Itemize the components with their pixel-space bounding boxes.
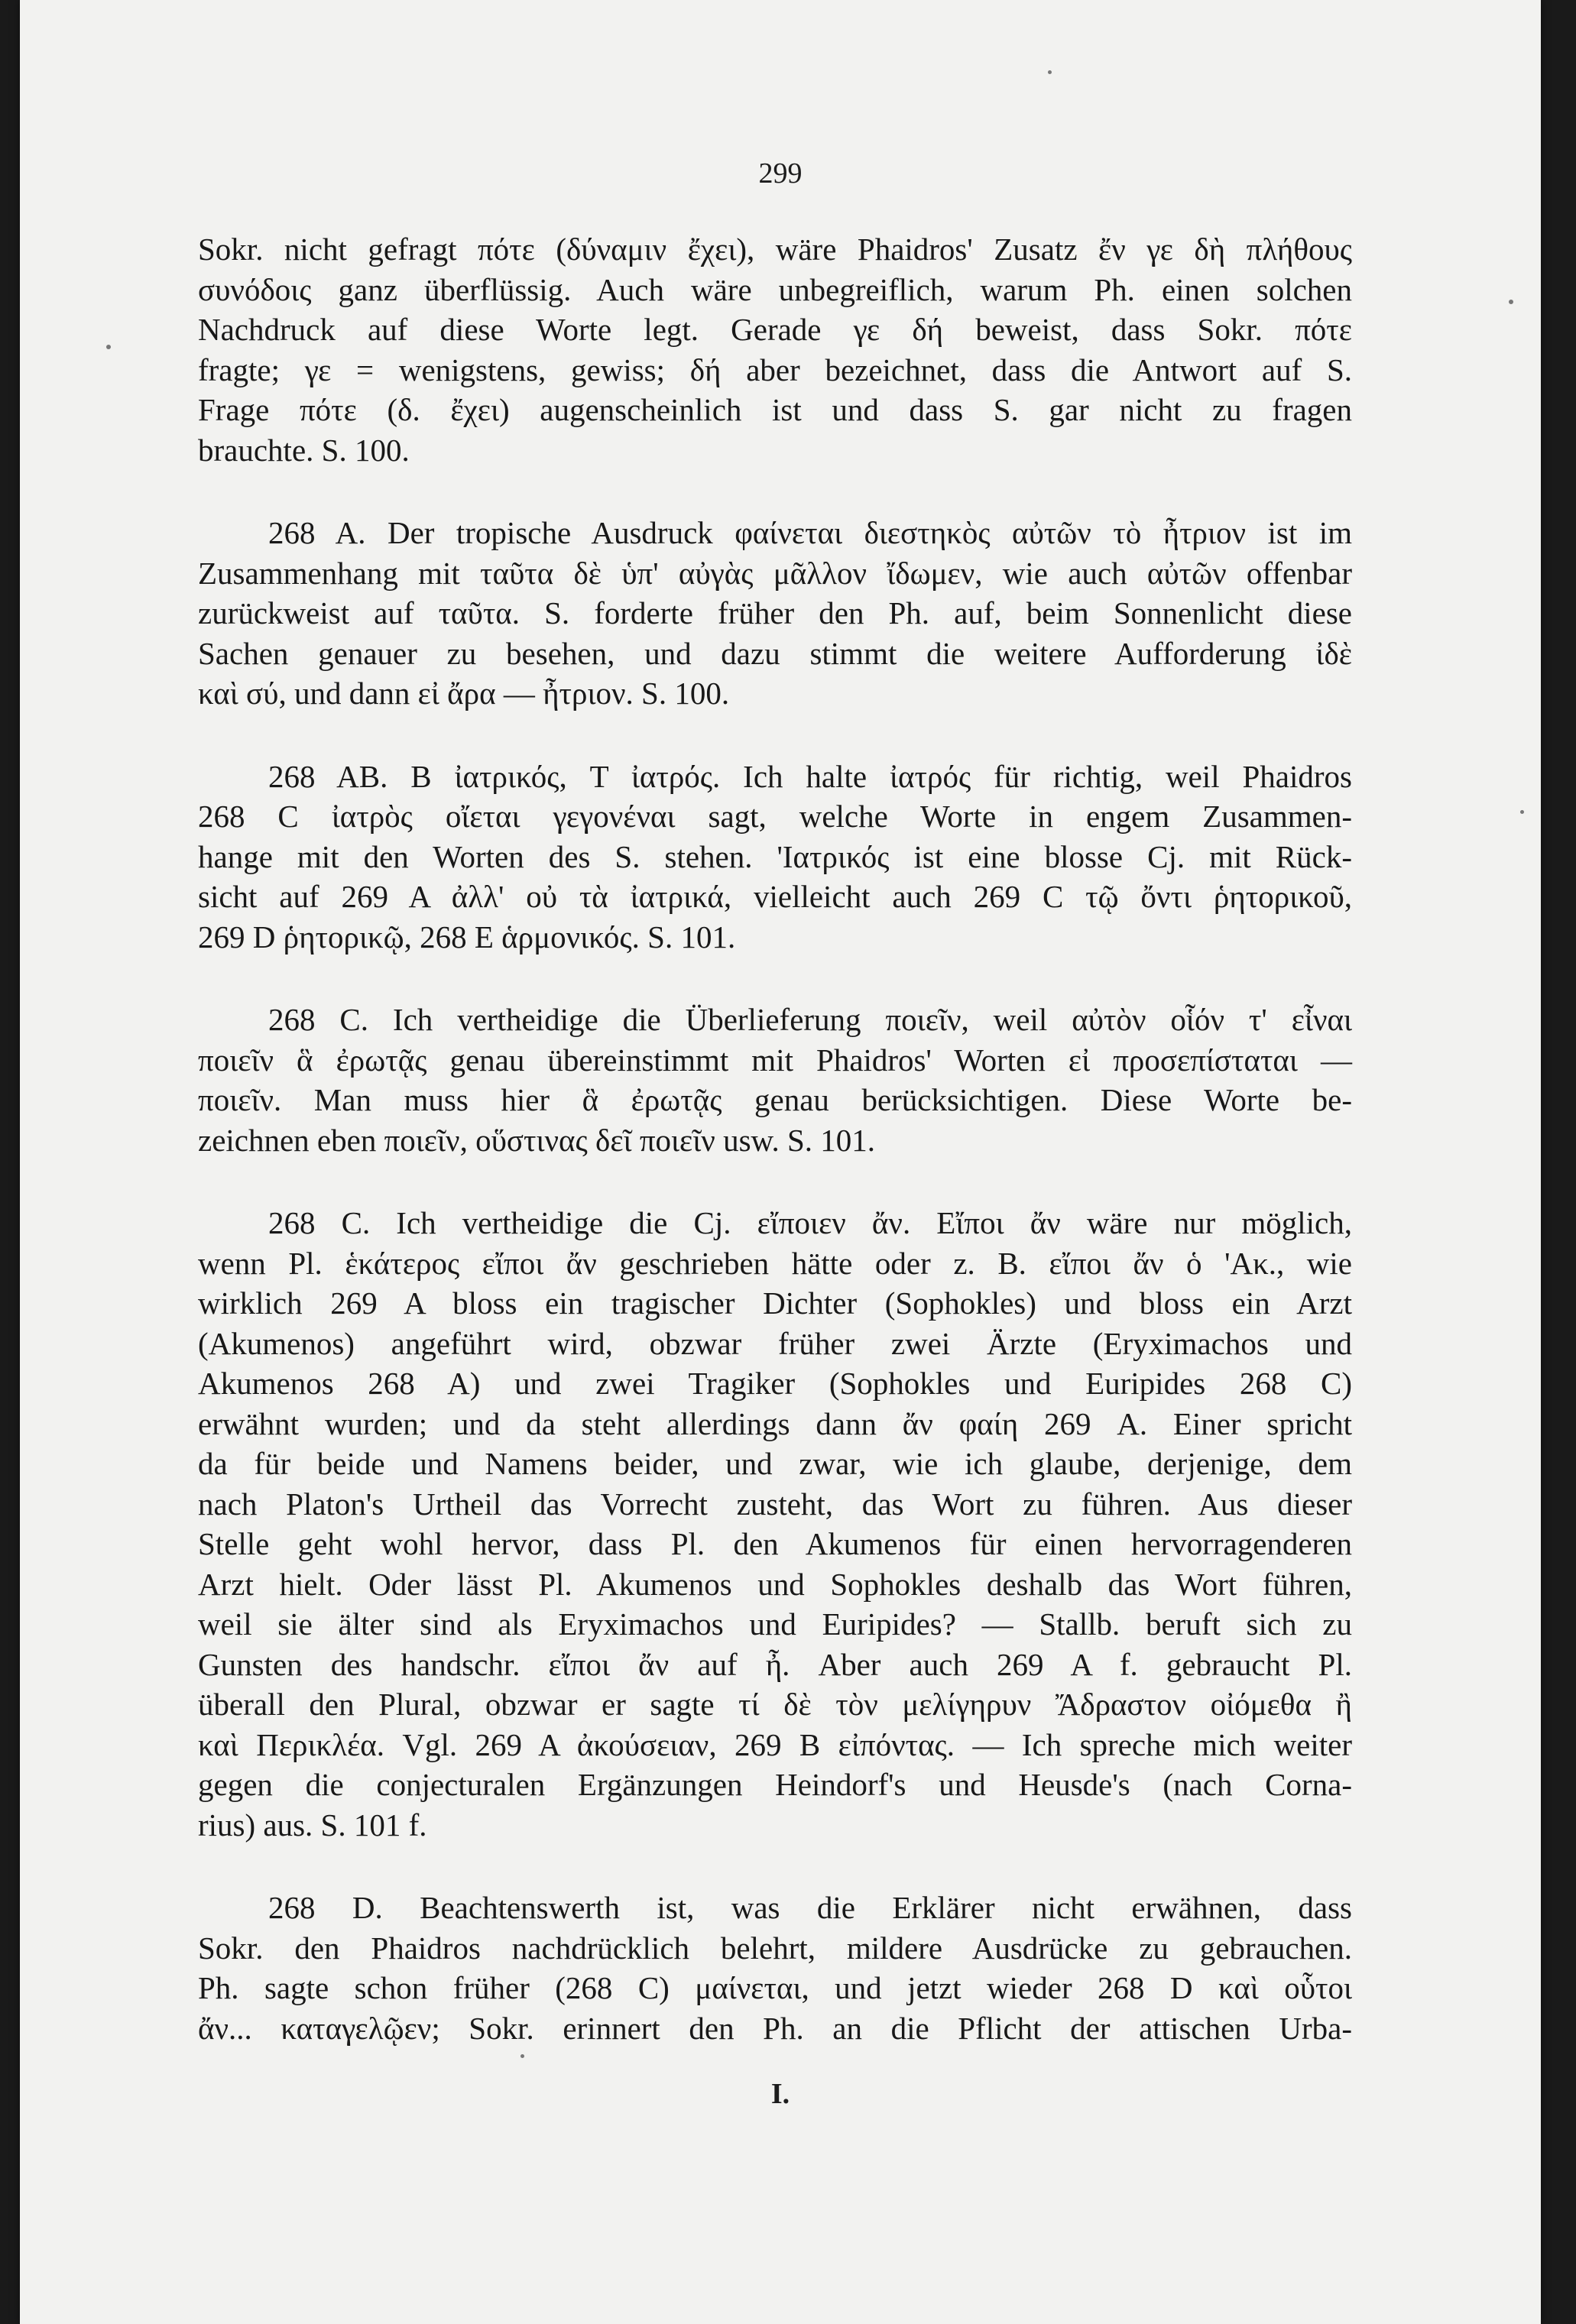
text-line: da für beide und Namens beider, und zwar, wie ich glaube, derjenige, dem: [198, 1446, 1352, 1481]
text-line: fragte; γε = wenigstens, gewiss; δή aber bezeichnet, dass die Antwort auf S.: [198, 352, 1352, 387]
text-line: Sokr. nicht gefragt πότε (δύναμιν ἔχει), wäre Phaidros' Zusatz ἔν γε δὴ πλήθους: [198, 232, 1352, 267]
text-line: 268 C. Ich vertheidige die Cj. εἴποιεν ἄν. Εἴποι ἄν wäre nur möglich,: [268, 1205, 1352, 1240]
text-line: Frage πότε (δ. ἔχει) augenscheinlich ist und dass S. gar nicht zu fragen: [198, 392, 1352, 427]
text-line: 268 C ἰατρὸς οἴεται γεγονέναι sagt, welche Worte in engem Zusammen-: [198, 799, 1352, 834]
paragraph: [198, 513, 1352, 714]
text-line: Ph. sagte schon früher (268 C) μαίνεται, und jetzt wieder 268 D καὶ οὗτοι: [198, 1970, 1352, 2005]
paragraph: [198, 1000, 1352, 1160]
text-line: Akumenos 268 A) und zwei Tragiker (Sophokles und Euripides 268 C): [198, 1366, 1352, 1401]
scanned-page: [20, 0, 1541, 2324]
text-line: 268 A. Der tropische Ausdruck φαίνεται διεστηκὸς αὐτῶν τὸ ἦτριον ist im: [268, 515, 1352, 550]
paragraph: [198, 229, 1352, 470]
paragraph: [198, 1888, 1352, 2048]
text-line: ποιεῖν ἃ ἐρωτᾷς genau übereinstimmt mit Phaidros' Worten εἰ προσεπίσταται —: [198, 1042, 1352, 1078]
text-line: überall den Plural, obzwar er sagte τί δὲ τὸν μελίγηρυν Ἄδραστον οἰόμεθα ἢ: [198, 1687, 1352, 1722]
scan-speck: [106, 345, 111, 349]
text-line: weil sie älter sind als Eryximachos und Euripides? — Stallb. beruft sich zu: [198, 1606, 1352, 1642]
paragraph: [198, 757, 1352, 958]
text-line: καὶ Περικλέα. Vgl. 269 A ἀκούσειαν, 269 B εἰπόντας. — Ich spreche mich weiter: [198, 1726, 1352, 1762]
text-line: Gunsten des handschr. εἴποι ἄν auf ἦ. Aber auch 269 A f. gebraucht Pl.: [198, 1646, 1352, 1682]
text-line: wenn Pl. ἑκάτερος εἴποι ἄν geschrieben hätte oder z. B. εἴποι ἄν ὁ 'Ακ., wie: [198, 1245, 1352, 1281]
text-line: Arzt hielt. Oder lässt Pl. Akumenos und Sophokles deshalb das Wort führen,: [198, 1566, 1352, 1602]
signature-mark: I.: [770, 2078, 790, 2110]
text-line: Sokr. den Phaidros nachdrücklich belehrt, mildere Ausdrücke zu gebrauchen.: [198, 1930, 1352, 1966]
text-line: 268 C. Ich vertheidige die Überlieferung ποιεῖν, weil αὐτὸν οἷόν τ' εἶναι: [268, 1002, 1352, 1037]
text-line: καὶ σύ, und dann εἰ ἄρα — ἦτριον. S. 100.: [198, 676, 730, 711]
text-line: (Akumenos) angeführt wird, obzwar früher zwei Ärzte (Eryximachos und: [198, 1325, 1352, 1361]
scan-speck: [1520, 810, 1524, 814]
text-line: wirklich 269 A bloss ein tragischer Dichter (Sophokles) und bloss ein Arzt: [198, 1285, 1352, 1321]
text-line: hange mit den Worten des S. stehen. 'Ιατρικός ist eine blosse Cj. mit Rück-: [198, 838, 1352, 874]
text-line: 268 AB. B ἰατρικός, T ἰατρός. Ich halte ἰατρός für richtig, weil Phaidros: [268, 758, 1352, 794]
text-line: brauchte. S. 100.: [198, 432, 410, 468]
scan-speck: [1509, 300, 1513, 304]
commentary-text: [198, 229, 1352, 2091]
scan-speck: [1048, 70, 1052, 74]
text-line: rius) aus. S. 101 f.: [198, 1807, 427, 1843]
paragraph: [198, 1203, 1352, 1845]
text-line: ποιεῖν. Man muss hier ἃ ἐρωτᾷς genau berücksichtigen. Diese Worte be-: [198, 1082, 1352, 1117]
scan-speck: [520, 2054, 524, 2058]
text-line: Stelle geht wohl hervor, dass Pl. den Akumenos für einen hervorragenderen: [198, 1526, 1352, 1561]
text-line: zurückweist auf ταῦτα. S. forderte früher den Ph. auf, beim Sonnenlicht diese: [198, 595, 1352, 630]
text-line: συνόδοις ganz überflüssig. Auch wäre unbegreiflich, warum Ph. einen solchen: [198, 271, 1352, 307]
text-line: Nachdruck auf diese Worte legt. Gerade γε δή beweist, dass Sokr. πότε: [198, 312, 1352, 347]
text-line: sicht auf 269 A ἀλλ' οὐ τὰ ἰατρικά, vielleicht auch 269 C τῷ ὄντι ῥητορικοῦ,: [198, 879, 1352, 914]
text-line: zeichnen eben ποιεῖν, οὕστινας δεῖ ποιεῖν usw. S. 101.: [198, 1122, 876, 1158]
text-line: 268 D. Beachtenswerth ist, was die Erklärer nicht erwähnen, dass: [268, 1890, 1352, 1925]
text-line: Zusammenhang mit ταῦτα δὲ ὑπ' αὐγὰς μᾶλλον ἴδωμεν, wie auch αὐτῶν offenbar: [198, 555, 1352, 591]
page-number: 299: [758, 157, 803, 190]
text-line: ἄν... καταγελῷεν; Sokr. erinnert den Ph. an die Pflicht der attischen Urba-: [198, 2010, 1352, 2046]
text-line: nach Platon's Urtheil das Vorrecht zusteht, das Wort zu führen. Aus dieser: [198, 1486, 1352, 1522]
text-line: gegen die conjecturalen Ergänzungen Heindorf's und Heusde's (nach Corna-: [198, 1767, 1352, 1802]
text-line: 269 D ῥητορικῷ, 268 E ἁρμονικός. S. 101.: [198, 919, 736, 955]
text-line: erwähnt wurden; und da steht allerdings dann ἄν φαίη 269 A. Einer spricht: [198, 1405, 1352, 1441]
text-line: Sachen genauer zu besehen, und dazu stimmt die weitere Aufforderung ἰδὲ: [198, 635, 1352, 671]
